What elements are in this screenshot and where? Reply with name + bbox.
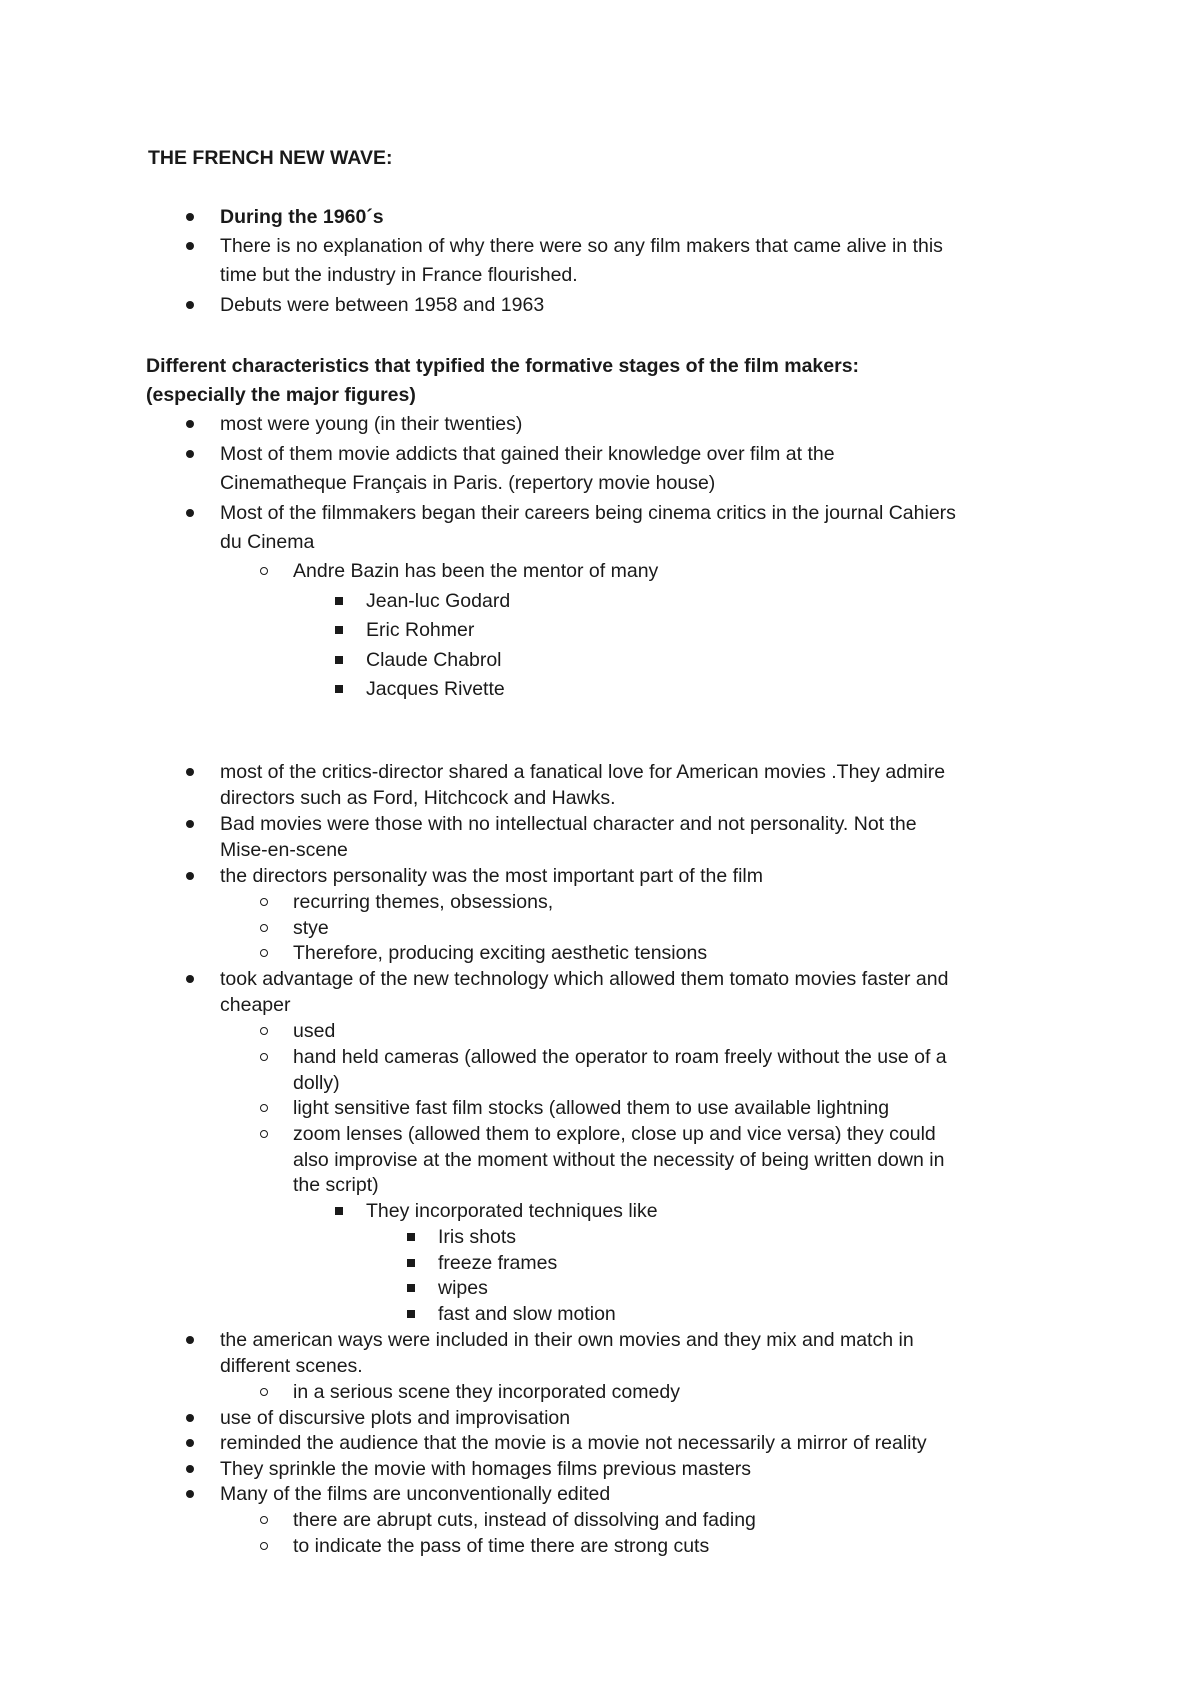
bullet-circle-icon <box>260 1388 268 1396</box>
list-item: During the 1960´s <box>220 206 384 228</box>
list-item: fast and slow motion <box>438 1303 616 1325</box>
list-item: the directors personality was the most important part of the film <box>220 865 763 887</box>
bullet-circle-icon <box>260 1027 268 1035</box>
list-item-continuation: the script) <box>293 1174 379 1196</box>
page-title: THE FRENCH NEW WAVE: <box>148 147 393 169</box>
list-item: used <box>293 1020 336 1042</box>
bullet-dot-icon <box>186 1465 194 1473</box>
list-item-continuation: time but the industry in France flourished. <box>220 264 578 286</box>
list-item-continuation: different scenes. <box>220 1355 363 1377</box>
list-item: recurring themes, obsessions, <box>293 891 554 913</box>
bullet-circle-icon <box>260 1542 268 1550</box>
list-item: Bad movies were those with no intellectual character and not personality. Not the <box>220 813 917 835</box>
bullet-square-icon <box>407 1284 415 1292</box>
list-item-continuation: cheaper <box>220 994 291 1016</box>
list-item: Iris shots <box>438 1226 517 1248</box>
list-item: Claude Chabrol <box>366 649 502 671</box>
list-item-continuation: directors such as Ford, Hitchcock and Hawks. <box>220 787 616 809</box>
bullet-circle-icon <box>260 924 268 932</box>
list-item: use of discursive plots and improvisation <box>220 1407 571 1429</box>
bullet-dot-icon <box>186 213 194 221</box>
list-item: zoom lenses (allowed them to explore, close up and vice versa) they could <box>293 1123 936 1145</box>
list-item: took advantage of the new technology which allowed them tomato movies faster and <box>220 968 949 990</box>
bullet-square-icon <box>407 1233 415 1241</box>
bullet-dot-icon <box>186 1439 194 1447</box>
list-item: stye <box>293 917 329 939</box>
bullet-circle-icon <box>260 1053 268 1061</box>
bullet-dot-icon <box>186 768 194 776</box>
bullet-dot-icon <box>186 301 194 309</box>
section-heading-subtitle: (especially the major figures) <box>146 384 416 406</box>
bullet-square-icon <box>335 626 343 634</box>
list-item: They sprinkle the movie with homages films previous masters <box>220 1458 752 1480</box>
bullet-circle-icon <box>260 567 268 575</box>
list-item-continuation: also improvise at the moment without the necessity of being written down in <box>293 1149 945 1171</box>
list-item: freeze frames <box>438 1252 558 1274</box>
list-item: in a serious scene they incorporated comedy <box>293 1381 680 1403</box>
list-item: there are abrupt cuts, instead of dissolving and fading <box>293 1509 756 1531</box>
bullet-dot-icon <box>186 1414 194 1422</box>
bullet-circle-icon <box>260 1516 268 1524</box>
list-item: most were young (in their twenties) <box>220 413 523 435</box>
bullet-square-icon <box>335 597 343 605</box>
bullet-dot-icon <box>186 450 194 458</box>
list-item: Most of the filmmakers began their careers being cinema critics in the journal Cahiers <box>220 502 956 524</box>
bullet-circle-icon <box>260 1104 268 1112</box>
bullet-dot-icon <box>186 242 194 250</box>
list-item: Jean-luc Godard <box>366 590 511 612</box>
list-item-continuation: Cinematheque Français in Paris. (repertory movie house) <box>220 472 716 494</box>
bullet-square-icon <box>335 1207 343 1215</box>
bullet-dot-icon <box>186 420 194 428</box>
bullet-dot-icon <box>186 1490 194 1498</box>
list-item: to indicate the pass of time there are strong cuts <box>293 1535 710 1557</box>
list-item: light sensitive fast film stocks (allowed them to use available lightning <box>293 1097 890 1119</box>
list-item: the american ways were included in their own movies and they mix and match in <box>220 1329 914 1351</box>
list-item: Debuts were between 1958 and 1963 <box>220 294 545 316</box>
list-item: most of the critics-director shared a fanatical love for American movies .They admire <box>220 761 946 783</box>
bullet-square-icon <box>335 656 343 664</box>
list-item: hand held cameras (allowed the operator to roam freely without the use of a <box>293 1046 947 1068</box>
list-item: Most of them movie addicts that gained their knowledge over film at the <box>220 443 835 465</box>
bullet-square-icon <box>335 685 343 693</box>
list-item: Eric Rohmer <box>366 619 475 641</box>
list-item: Andre Bazin has been the mentor of many <box>293 560 659 582</box>
list-item-continuation: du Cinema <box>220 531 315 553</box>
list-item: reminded the audience that the movie is a movie not necessarily a mirror of reality <box>220 1432 927 1454</box>
bullet-dot-icon <box>186 509 194 517</box>
bullet-circle-icon <box>260 949 268 957</box>
list-item: There is no explanation of why there were so any film makers that came alive in this <box>220 235 943 257</box>
bullet-dot-icon <box>186 975 194 983</box>
list-item: They incorporated techniques like <box>366 1200 658 1222</box>
list-item: Therefore, producing exciting aesthetic tensions <box>293 942 708 964</box>
bullet-dot-icon <box>186 872 194 880</box>
bullet-square-icon <box>407 1259 415 1267</box>
list-item: wipes <box>438 1277 488 1299</box>
list-item-continuation: Mise-en-scene <box>220 839 348 861</box>
bullet-circle-icon <box>260 1130 268 1138</box>
section-heading: Different characteristics that typified the formative stages of the film makers: <box>146 355 860 377</box>
bullet-circle-icon <box>260 898 268 906</box>
bullet-dot-icon <box>186 820 194 828</box>
bullet-square-icon <box>407 1310 415 1318</box>
list-item: Jacques Rivette <box>366 678 505 700</box>
bullet-dot-icon <box>186 1336 194 1344</box>
list-item: Many of the films are unconventionally edited <box>220 1483 611 1505</box>
list-item-continuation: dolly) <box>293 1072 340 1094</box>
